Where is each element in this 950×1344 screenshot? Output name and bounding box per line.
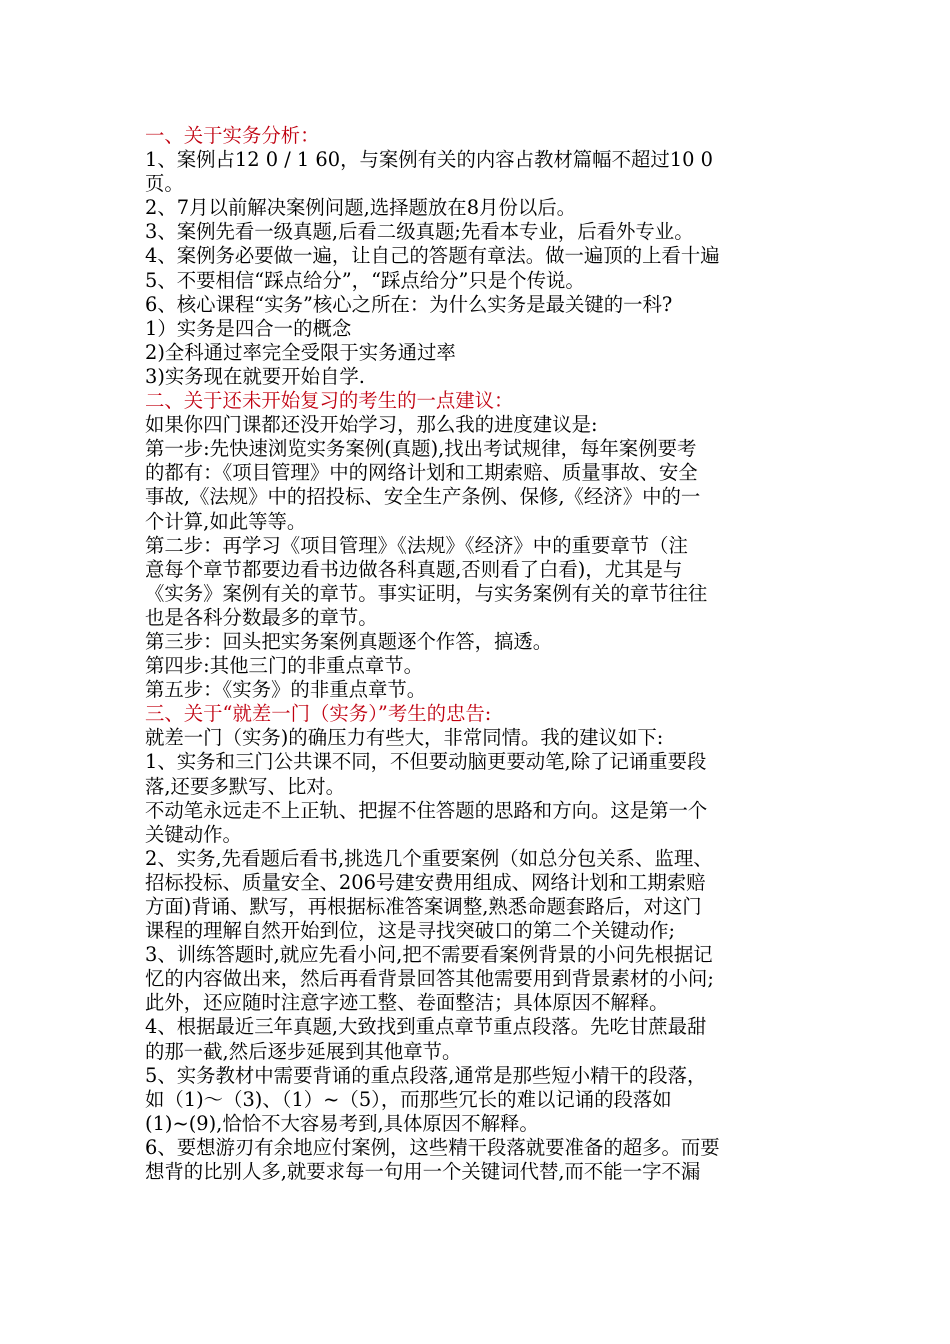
text-line: 招标投标、质量安全、206号建安费用组成、网络计划和工期索赔: [145, 870, 706, 894]
text-line: 课程的理解自然开始到位，这是寻找突破口的第二个关键动作;: [145, 919, 676, 943]
text-line: 关键动作。: [145, 822, 242, 846]
text-line: 落,还要多默写、比对。: [145, 774, 346, 798]
text-line: 2、7月以前解决案例问题,选择题放在8月份以后。: [145, 196, 576, 220]
text-line: 4、根据最近三年真题,大致找到重点章节重点段落。先吃甘蔗最甜: [145, 1015, 707, 1039]
text-line: 第二步：再学习《项目管理》《法规》《经济》中的重要章节（注: [145, 533, 688, 557]
text-line: 5、不要相信“踩点给分”，“踩点给分”只是个传说。: [145, 268, 585, 292]
section-heading: 二、关于还未开始复习的考生的一点建议：: [145, 389, 514, 413]
text-line: 6、要想游刃有余地应付案例，这些精干段落就要准备的超多。而要: [145, 1135, 720, 1159]
text-line: 也是各科分数最多的章节。: [145, 605, 378, 629]
text-line: 3)实务现在就要开始自学.: [145, 364, 365, 388]
text-line: 不动笔永远走不上正轨、把握不住答题的思路和方向。这是第一个: [145, 798, 708, 822]
section-heading: 一、关于实务分析：: [145, 124, 320, 147]
text-line: 意每个章节都要边看书边做各科真题,否则看了白看)，尤其是与: [145, 557, 683, 581]
text-line: 第三步：回头把实务案例真题逐个作答，搞透。: [145, 629, 553, 653]
text-line: 方面)背诵、默写，再根据标准答案调整,熟悉命题套路后，对这门: [145, 895, 702, 918]
text-line: 1、实务和三门公共课不同，不但要动脑更要动笔,除了记诵重要段: [145, 750, 707, 774]
text-line: 此外，还应随时注意字迹工整、卷面整洁；具体原因不解释。: [145, 991, 669, 1015]
text-line: 3、训练答题时,就应先看小问,把不需要看案例背景的小问先根据记: [145, 943, 713, 967]
text-line: 2)全科通过率完全受限于实务通过率: [145, 340, 456, 364]
document-lines: [145, 124, 810, 1184]
text-line: 个计算,如此等等。: [145, 509, 307, 533]
text-line: 5、实务教材中需要背诵的重点段落,通常是那些短小精干的段落，: [145, 1063, 707, 1087]
text-line: 的那一截,然后逐步延展到其他章节。: [145, 1039, 462, 1063]
text-line: 第四步:其他三门的非重点章节。: [145, 654, 424, 678]
text-line: 第五步：《实务》的非重点章节。: [145, 678, 427, 702]
text-line: 1、案例占12 0 / 1 60，与案例有关的内容占教材篇幅不超过10 0: [145, 148, 713, 172]
text-line: 就差一门（实务)的确压力有些大，非常同情。我的建议如下:: [145, 726, 664, 750]
text-line: 1）实务是四合一的概念: [145, 316, 352, 340]
text-line: 6、核心课程“实务”核心之所在：为什么实务是最关键的一科?: [145, 292, 673, 316]
text-line: 如（1)～（3)、（1）~（5），而那些冗长的难以记诵的段落如: [145, 1087, 672, 1111]
text-line: 想背的比别人多,就要求每一句用一个关键词代替,而不能一字不漏: [145, 1160, 701, 1184]
section-heading: 三、关于“就差一门（实务）”考生的忠告:: [145, 702, 492, 726]
document-body: [145, 124, 810, 1184]
text-line: 事故,《法规》中的招投标、安全生产条例、保修,《经济》中的一: [145, 485, 701, 509]
text-line: 2、实务,先看题后看书,挑选几个重要案例（如总分包关系、监理、: [145, 846, 713, 870]
text-line: 《实务》案例有关的章节。事实证明，与实务案例有关的章节往往: [145, 581, 708, 605]
text-line: 第一步:先快速浏览实务案例(真题),找出考试规律，每年案例要考: [145, 437, 697, 461]
text-line: 的都有：《项目管理》中的网络计划和工期索赔、质量事故、安全: [145, 461, 698, 485]
text-line: 忆的内容做出来，然后再看背景回答其他需要用到背景素材的小问;: [145, 967, 714, 991]
text-line: (1)~(9),恰恰不大容易考到,具体原因不解释。: [145, 1111, 539, 1135]
text-line: 如果你四门课都还没开始学习，那么我的进度建议是:: [145, 413, 598, 437]
text-line: 页。: [145, 172, 184, 196]
text-line: 3、案例先看一级真题,后看二级真题;先看本专业，后看外专业。: [145, 220, 694, 244]
text-line: 4、案例务必要做一遍，让自己的答题有章法。做一遍顶的上看十遍: [145, 244, 720, 268]
